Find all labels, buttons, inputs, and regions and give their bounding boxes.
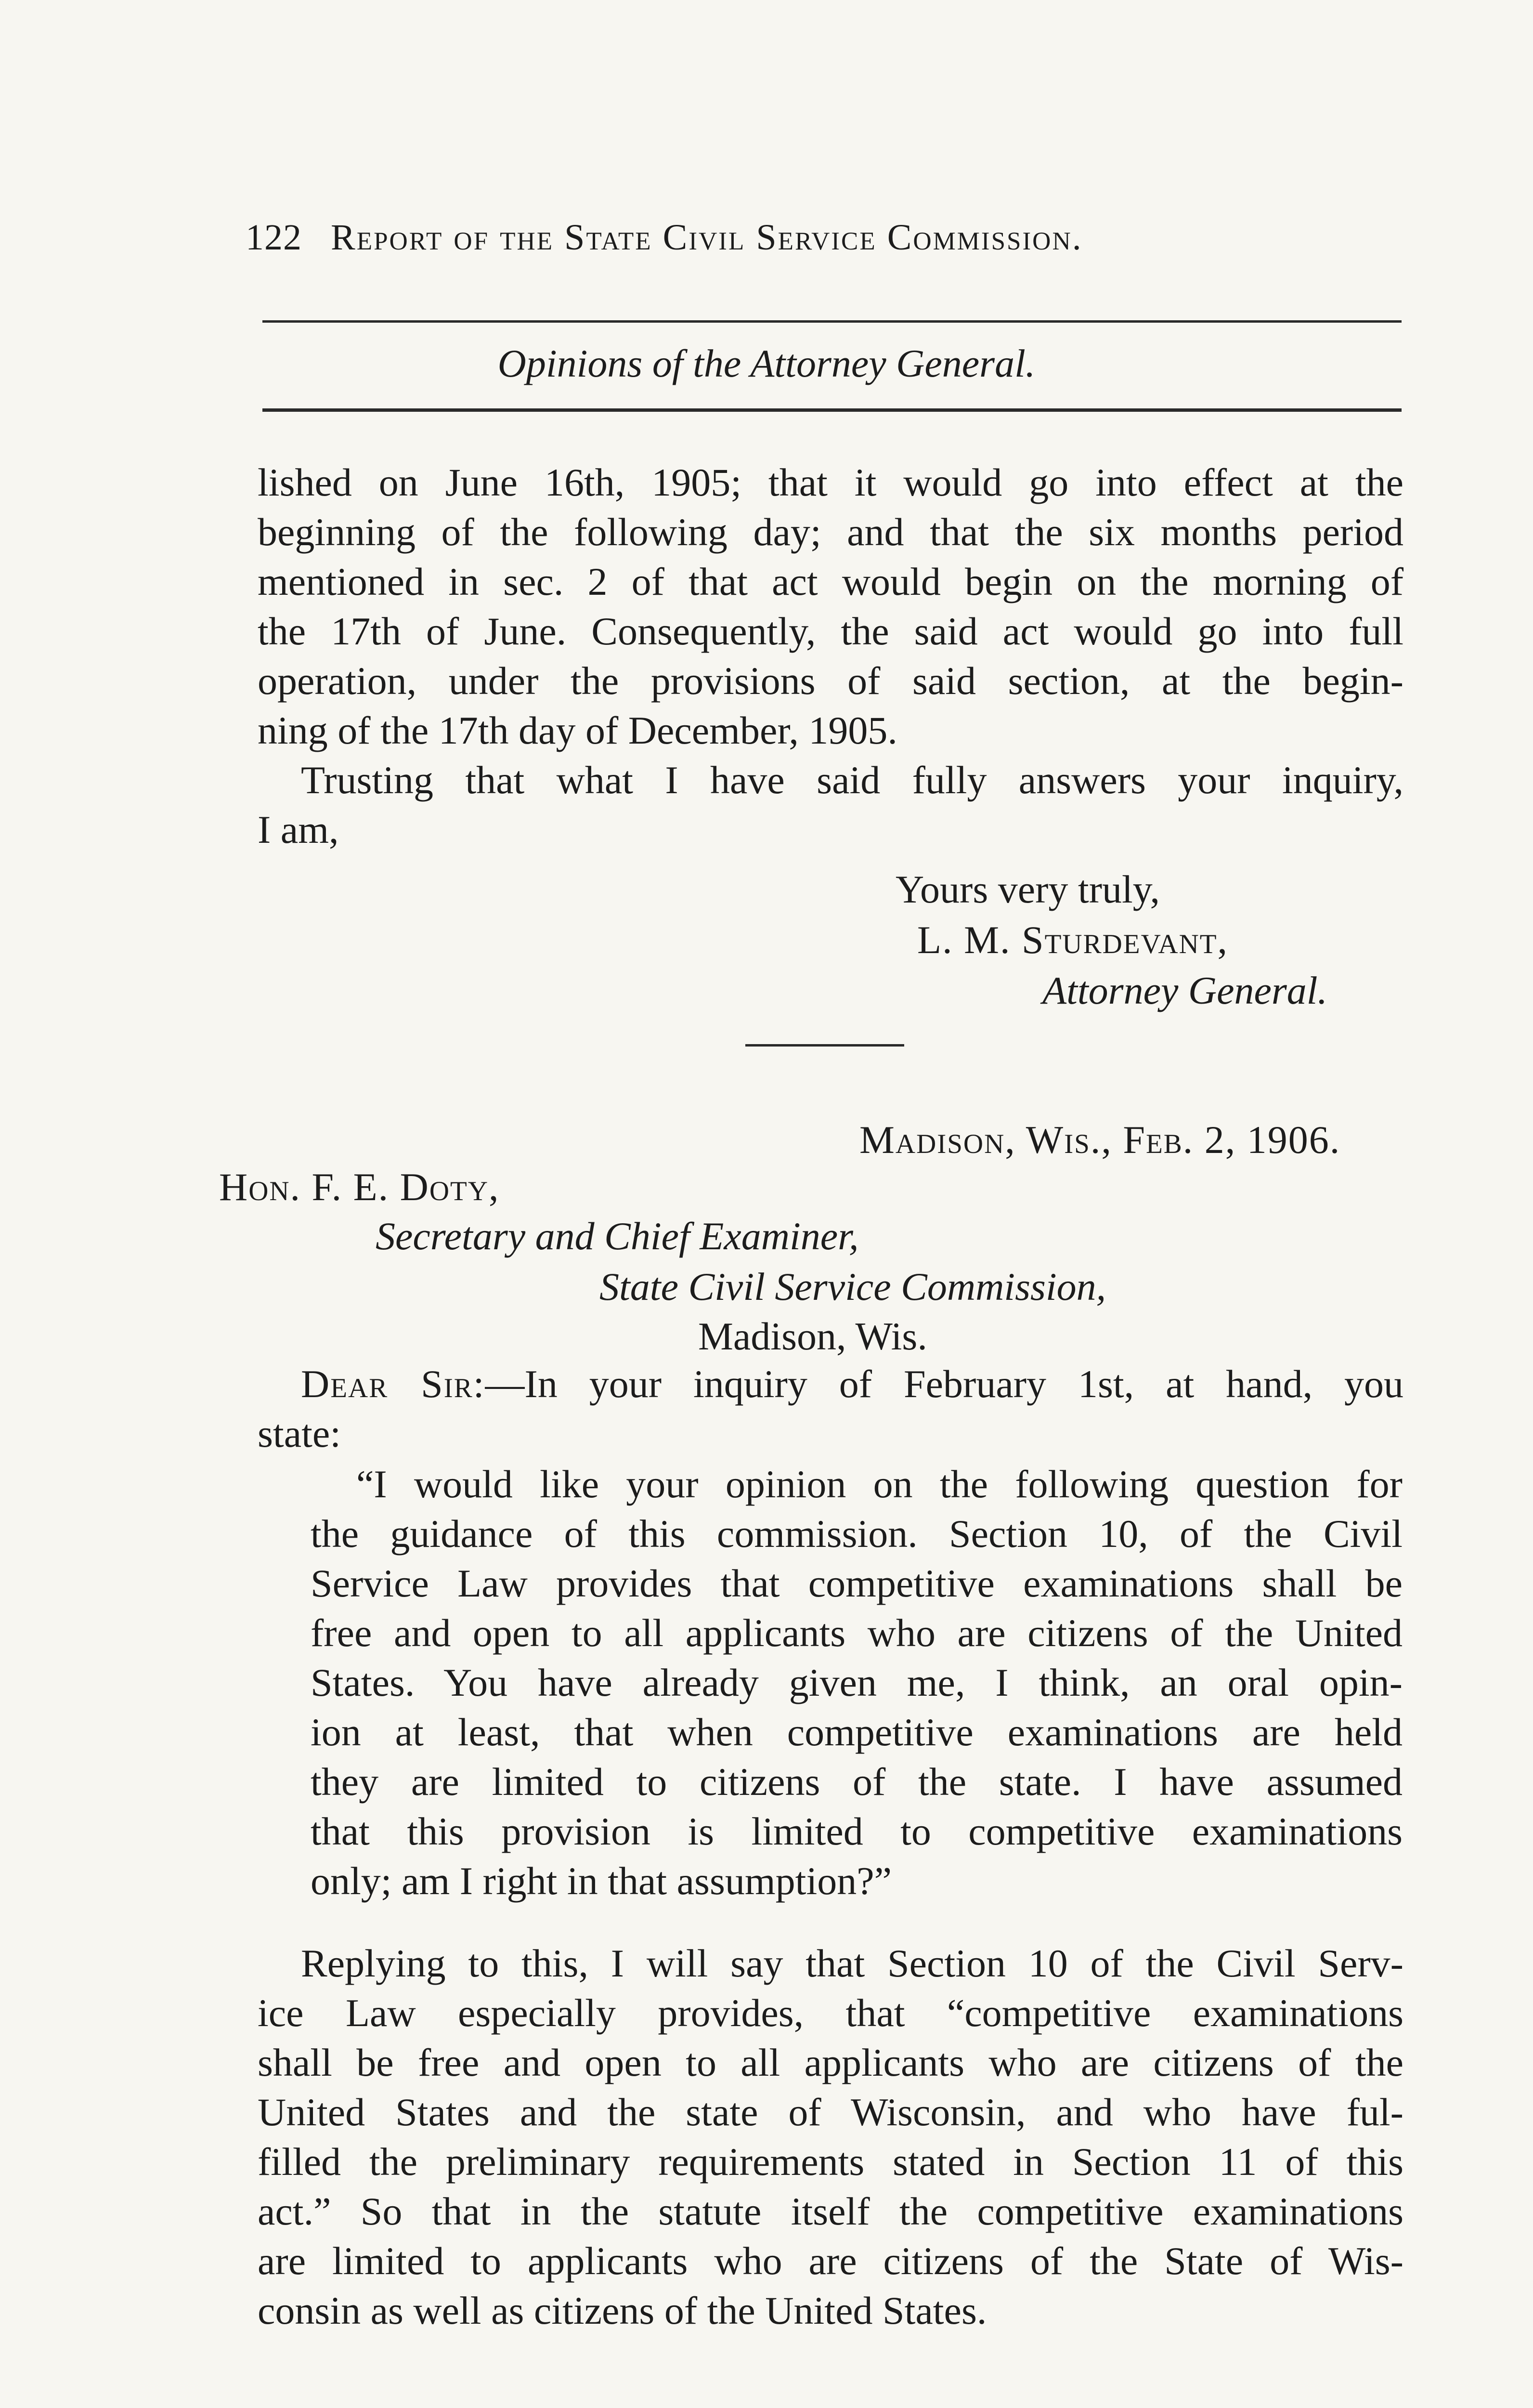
text-line: mentioned in sec. 2 of that act would begin on the morning of [258,560,1403,603]
text-line: state: [258,1412,341,1455]
text-line: lished on June 16th, 1905; that it would go into effect at the [258,460,1403,504]
text-line: shall be free and open to all applicants who are citizens of the [258,2041,1403,2084]
signature-name: L. M. Sturdevant, [917,918,1229,962]
text-line: filled the preliminary requirements stated in Section 11 of this [258,2140,1403,2184]
signature-valediction: Yours very truly, [896,867,1160,911]
signature-title: Attorney General. [1042,968,1328,1012]
text-line: Trusting that what I have said fully answers your inquiry, [301,758,1403,802]
quote-line: the guidance of this commission. Section 10, of the Civil [311,1512,1403,1556]
header-rule-bottom [262,408,1402,412]
page-number: 122 [246,217,302,258]
section-divider [745,1044,904,1047]
continuation-paragraph [258,458,1403,755]
quote-line: ion at least, that when competitive examinations are held [311,1710,1403,1754]
quote-line: only; am I right in that assumption?” [311,1859,892,1903]
text-line: act.” So that in the statute itself the competitive examinations [258,2189,1403,2233]
text-line: ning of the 17th day of December, 1905. [258,708,897,752]
header-rule-top [262,320,1402,323]
text-line: I am, [258,808,339,851]
text-line: operation, under the provisions of said section, at the begin- [258,659,1403,703]
text-line: are limited to applicants who are citizens of the State of Wis- [258,2239,1403,2283]
addressee-city: Madison, Wis. [698,1314,927,1358]
quote-line: States. You have already given me, I think, an oral opin- [311,1661,1403,1704]
quote-line: “I would like your opinion on the following question for [356,1462,1403,1506]
text-line: Dear Sir:—In your inquiry of February 1st, at hand, you [301,1362,1403,1406]
text-line: United States and the state of Wisconsin, and who have ful- [258,2090,1403,2134]
quote-line: that this provision is limited to competitive examinations [311,1809,1403,1853]
addressee-org: State Civil Service Commission, [599,1265,1106,1309]
reply-paragraph [258,1938,1403,2335]
closing-paragraph [258,755,1403,854]
letter-dateline: Madison, Wis., Feb. 2, 1906. [859,1118,1341,1162]
text-line: consin as well as citizens of the United States. [258,2289,987,2332]
section-title: Opinions of the Attorney General. [497,341,1036,385]
addressee-title: Secretary and Chief Examiner, [376,1214,859,1258]
quoted-inquiry [311,1459,1403,1906]
text-line: ice Law especially provides, that “competitive examinations [258,1991,1403,2035]
quote-line: they are limited to citizens of the state. I have assumed [311,1760,1403,1804]
text-line: the 17th of June. Consequently, the said act would go into full [258,609,1403,653]
salutation: Dear Sir: [301,1362,485,1406]
letter-intro [258,1359,1403,1458]
text-line: beginning of the following day; and that the six months period [258,510,1403,554]
text-line: Replying to this, I will say that Section 10 of the Civil Serv- [301,1941,1403,1985]
page-header [246,217,1083,259]
quote-line: free and open to all applicants who are citizens of the United [311,1611,1403,1655]
running-title: Report of the State Civil Service Commission. [331,217,1083,258]
addressee-name: Hon. F. E. Doty, [219,1165,500,1209]
quote-line: Service Law provides that competitive examinations shall be [311,1561,1403,1605]
